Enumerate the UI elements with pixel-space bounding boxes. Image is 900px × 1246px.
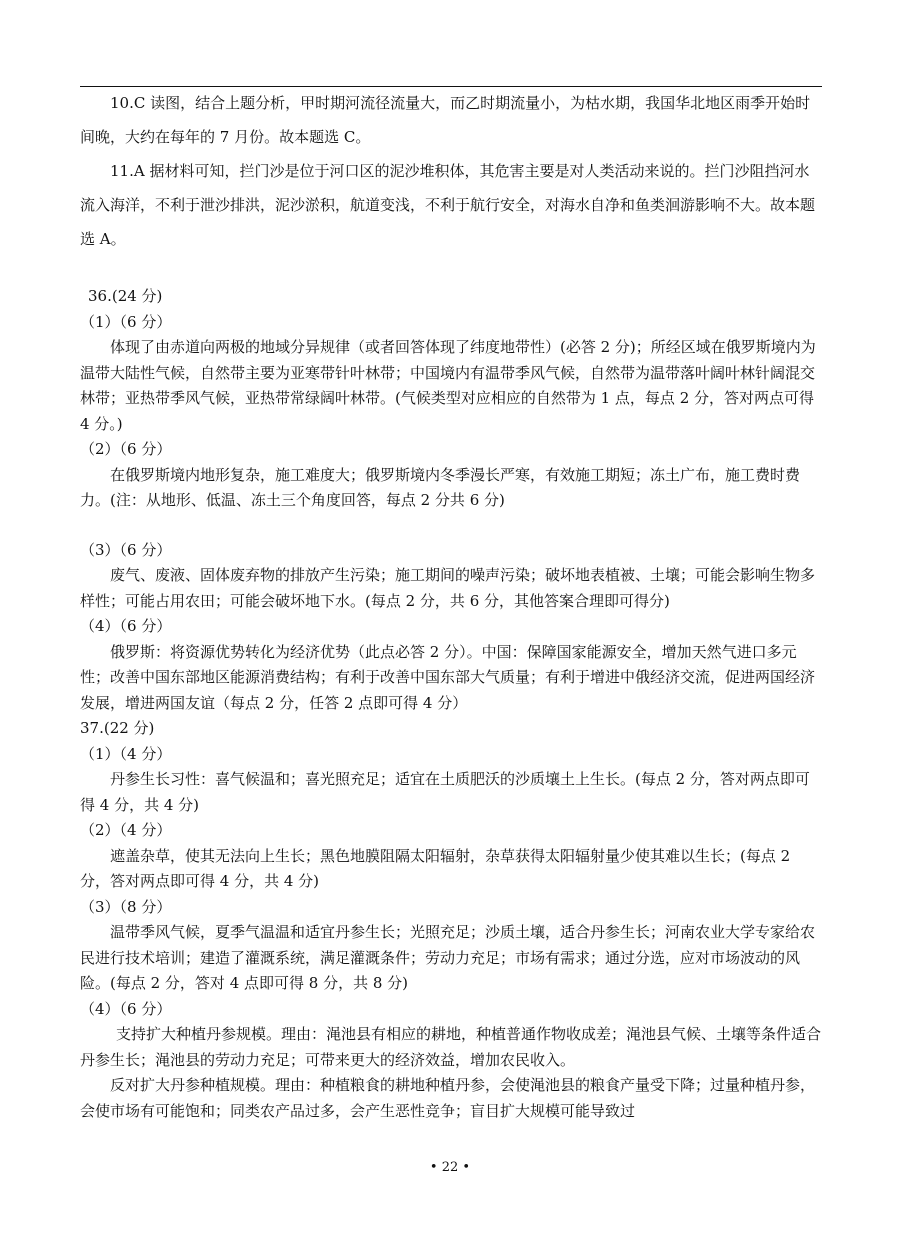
q36-part4-label: （4）（6 分） [80,617,172,635]
q36-part2-text: 在俄罗斯境内地形复杂，施工难度大；俄罗斯境内冬季漫长严寒，有效施工期短；冻土广布，施工费时费力。(注：从地形、低温、冻土三个角度回答，每点 2 分共 6 分) [80,465,801,509]
q37-part1-text: 丹参生长习性：喜气候温和；喜光照充足；适宜在土质肥沃的沙质壤土上生长。(每点 2 分，答对两点即可得 4 分，共 4 分) [80,770,810,814]
q37-part4-support: 支持扩大种植丹参规模。理由：渑池县有相应的耕地，种植普通作物收成差；渑池县气候、土壤等条件适合丹参生长；渑池县的劳动力充足；可带来更大的经济效益，增加农民收入。 [80,1025,822,1069]
answer-10: 10.C 读图，结合上题分析，甲时期河流径流量大，而乙时期流量小，为枯水期，我国华北地区雨季开始时间晚，大约在每年的 7 月份。故本题选 C。 [80,94,811,146]
q36-part1-label: （1）（6 分） [80,312,172,331]
q37-part4-label: （4）（6 分） [80,999,172,1018]
q37-part3-label: （3）（8 分） [80,897,172,916]
q37-part2-text: 遮盖杂草，使其无法向上生长；黑色地膜阻隔太阳辐射，杂草获得太阳辐射量少使其难以生长；(每点 2 分，答对两点即可得 4 分，共 4 分) [80,846,791,890]
question-36 [80,284,822,716]
question-37 [80,716,822,1124]
q37-part3-text: 温带季风气候，夏季气温温和适宜丹参生长；光照充足；沙质土壤，适合丹参生长；河南农业大学专家给农民进行技术培训；建造了灌溉系统，满足灌溉条件；劳动力充足；市场有需求；通过分选，应对市场波动的风险。(每点 2 分，答对 4 点即可得 8 分，共 8 分) [80,923,816,992]
q37-part2-label: （2）（4 分） [80,821,172,839]
q37-part4-oppose: 反对扩大丹参种植规模。理由：种植粮食的耕地种植丹参，会使渑池县的粮食产量受下降；过量种植丹参，会使市场有可能饱和；同类农产品过多，会产生恶性竞争；盲目扩大规模可能导致过 [80,1076,816,1120]
q36-title: 36.(24 分) [88,287,163,305]
page-content [80,86,822,1124]
q37-part1-label: （1）（4 分） [80,744,172,763]
q36-part3-label: （3）（6 分） [80,540,172,559]
q36-part4-text: 俄罗斯：将资源优势转化为经济优势（此点必答 2 分）。中国：保障国家能源安全，增加天然气进口多元性；改善中国东部地区能源消费结构；有利于改善中国东部大气质量；有利于增进中俄经济交流，促进两国经济发展，增进两国友谊（每点 2 分，任答 2 点即可得 4 分） [80,642,816,712]
q36-part2-label: （2）（6 分） [80,440,172,458]
q36-part3-text: 废气、废液、固体废弃物的排放产生污染；施工期间的噪声污染；破坏地表植被、土壤；可能会影响生物多样性；可能占用农田；可能会破坏地下水。(每点 2 分，共 6 分，其他答案合理即可得分) [80,566,816,610]
q37-title: 37.(22 分) [80,719,155,737]
page-number: • 22 • [429,1160,471,1175]
answers-10-11 [80,86,822,256]
answer-11: 11.A 据材料可知，拦门沙是位于河口区的泥沙堆积体，其危害主要是对人类活动来说的。拦门沙阻挡河水流入海洋，不利于泄沙排洪，泥沙淤积，航道变浅，不利于航行安全，对海水自净和鱼类洄游影响不大。故本题选 A。 [80,162,816,248]
q36-part1-text: 体现了由赤道向两极的地域分异规律（或者回答体现了纬度地带性）(必答 2 分)；所经区域在俄罗斯境内为温带大陆性气候，自然带主要为亚寒带针叶林带；中国境内有温带季风气候，自然带为温带落叶阔叶林针阔混交林带；亚热带季风气候，亚热带常绿阔叶林带。(气候类型对应相应的自然带为 1 点，每点 2 分，答对两点可得 4 分。) [80,338,816,433]
